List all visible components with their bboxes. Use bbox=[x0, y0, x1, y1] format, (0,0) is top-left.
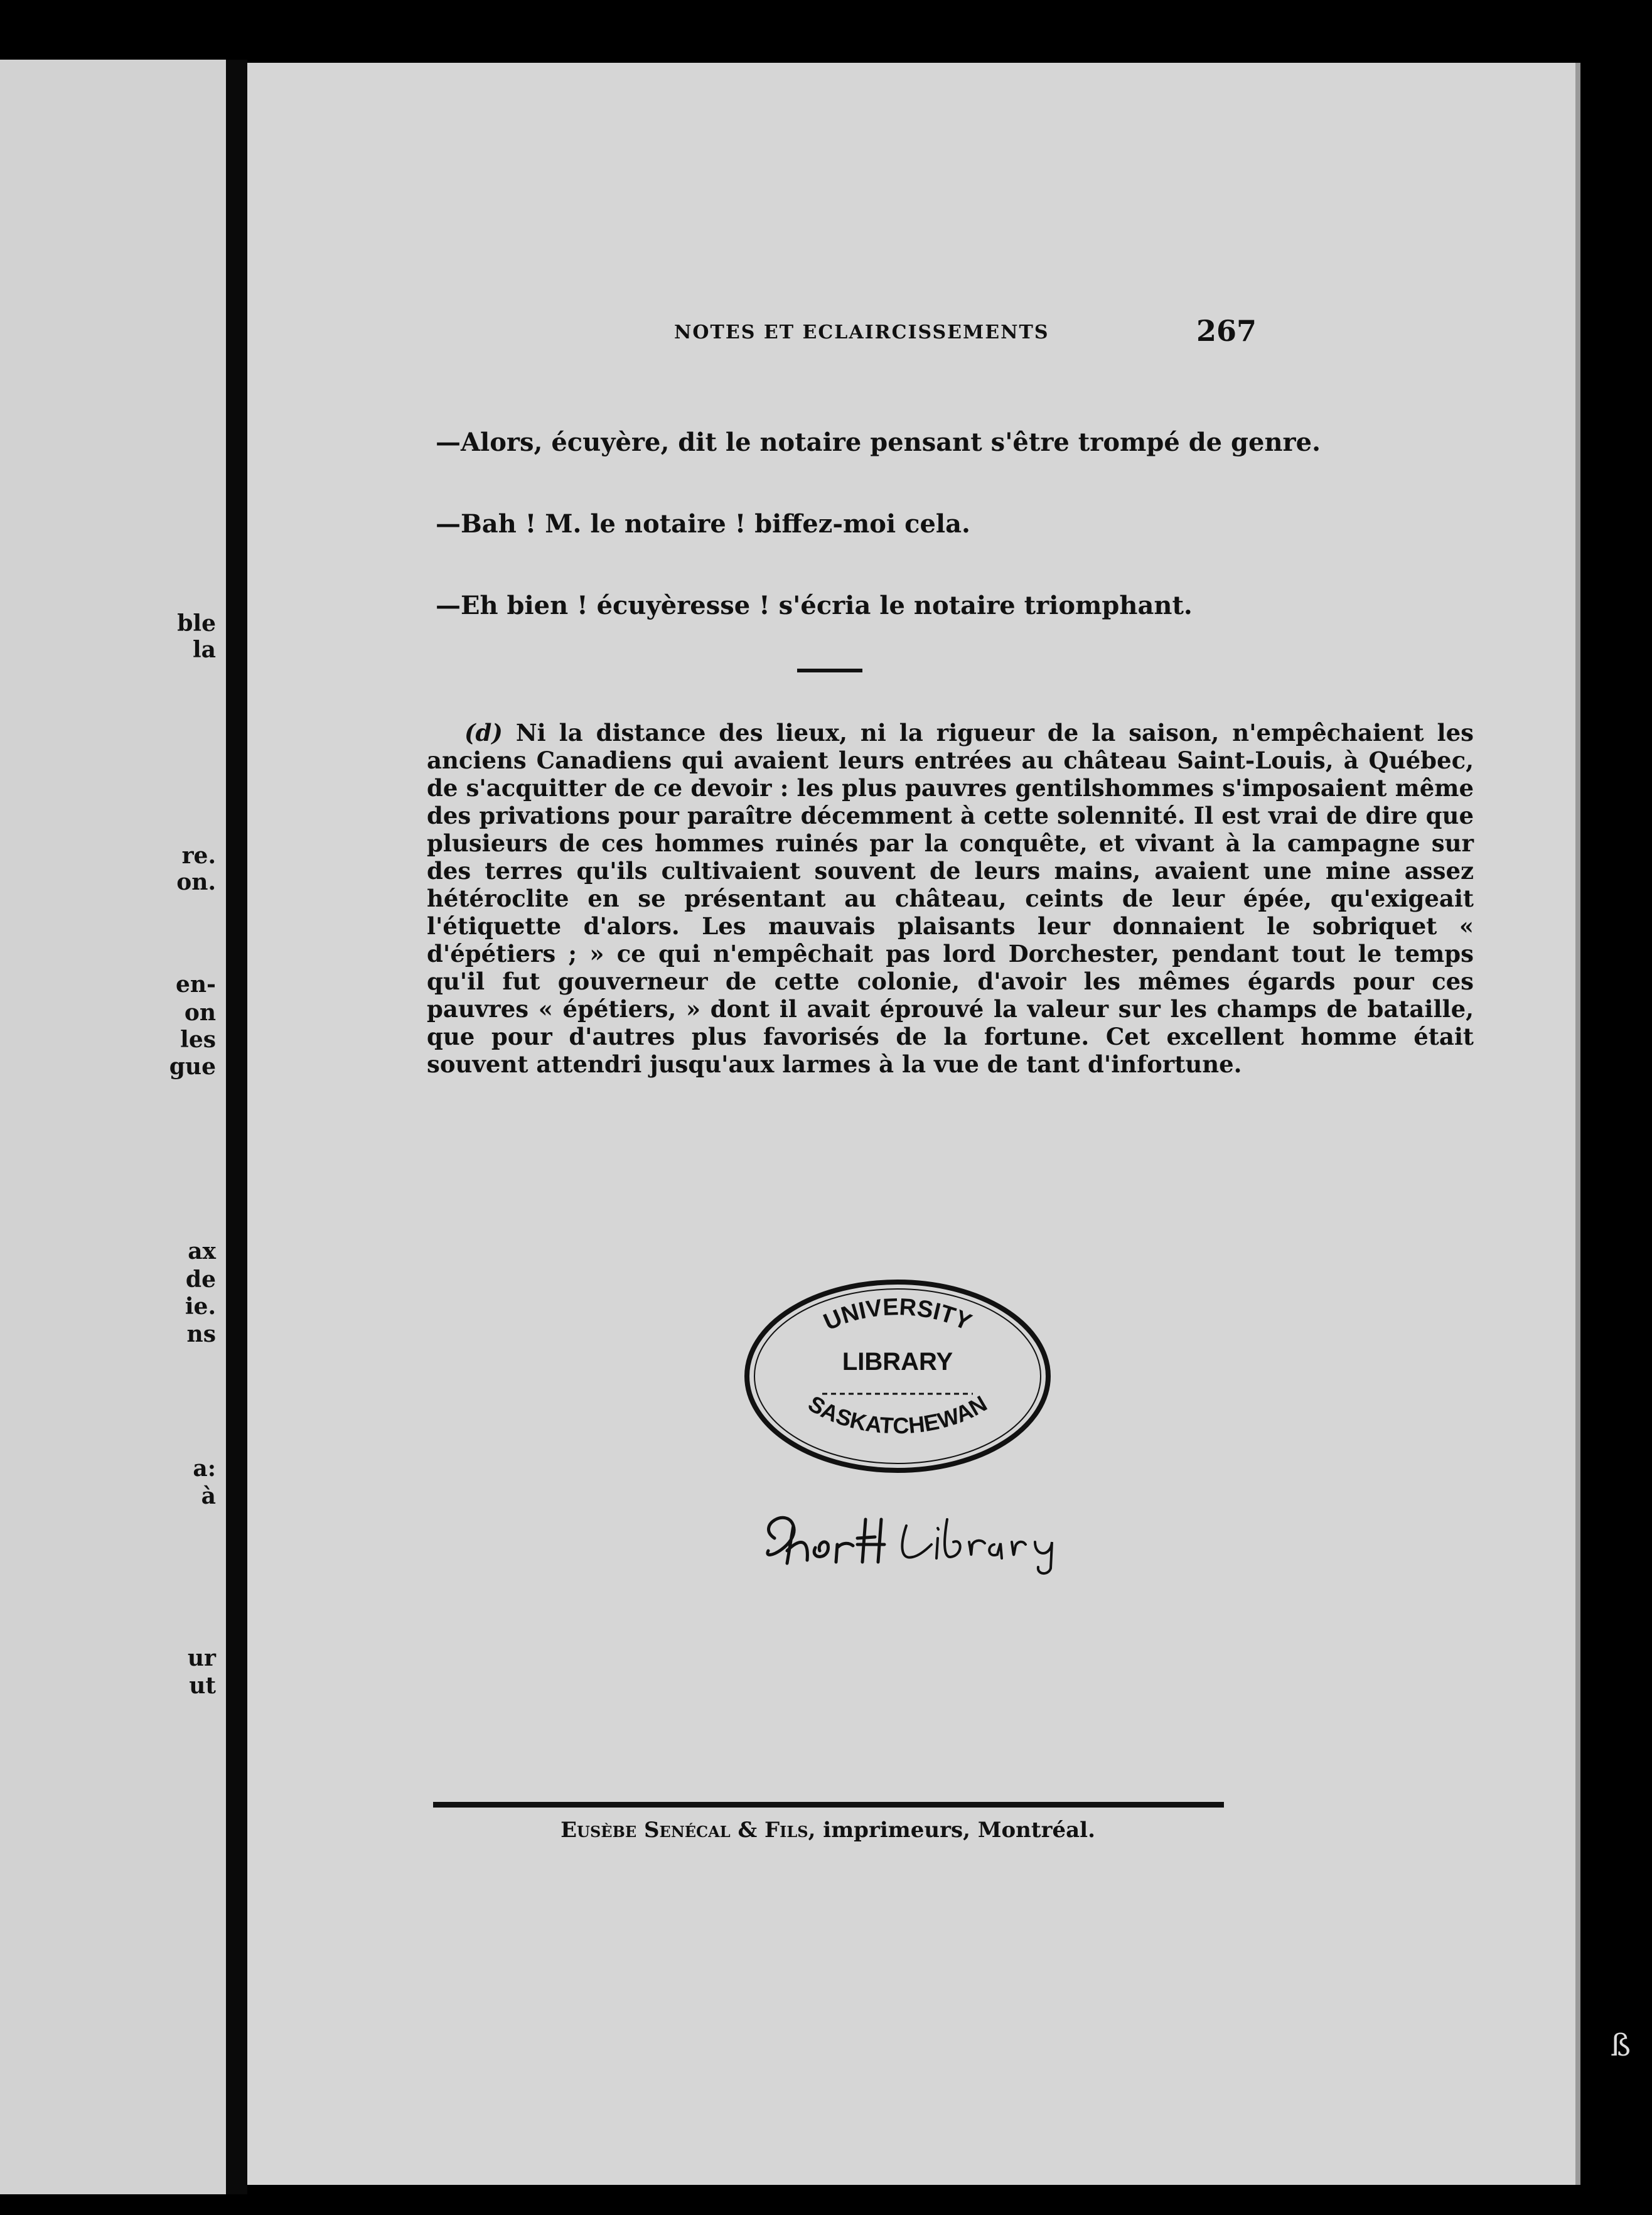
stamp-bottom-text: SASKATCHEWAN bbox=[803, 1390, 992, 1439]
left-page-fragment: re. bbox=[181, 843, 216, 869]
printer-imprint bbox=[247, 1818, 1408, 1843]
printer-location: , imprimeurs, Montréal. bbox=[808, 1818, 1095, 1843]
page-edge bbox=[1575, 63, 1580, 2185]
right-page bbox=[247, 63, 1575, 2185]
left-page-fragment: ns bbox=[186, 1321, 216, 1347]
left-page-fragment: ble bbox=[177, 610, 216, 637]
left-page-fragment: à bbox=[201, 1483, 216, 1509]
page-header bbox=[247, 314, 1575, 352]
note-marker: (d) bbox=[464, 719, 503, 746]
footer-rule bbox=[433, 1802, 1224, 1808]
left-page-fragment: en- bbox=[175, 971, 216, 998]
left-page-fragment: de bbox=[185, 1266, 216, 1293]
dialogue-line: —Eh bien ! écuyèresse ! s'écria le notaire triomphant. bbox=[436, 591, 1193, 620]
running-head: NOTES ET ECLAIRCISSEMENTS bbox=[674, 321, 1049, 343]
dialogue-line: —Bah ! M. le notaire ! biffez-moi cela. bbox=[436, 509, 970, 539]
section-divider bbox=[797, 669, 862, 672]
note-paragraph bbox=[427, 719, 1474, 1078]
left-page-fragment: la bbox=[192, 637, 216, 663]
page-number: 267 bbox=[1196, 314, 1257, 348]
left-page-fragment: ie. bbox=[185, 1293, 216, 1320]
margin-mark: ß bbox=[1611, 2028, 1631, 2063]
left-page-fragment: ur bbox=[187, 1645, 216, 1671]
printer-name: Eusèbe Senécal & Fils bbox=[560, 1818, 808, 1843]
stamp-middle-text: LIBRARY bbox=[842, 1348, 953, 1376]
library-stamp bbox=[741, 1276, 1054, 1477]
left-page-fragment: ax bbox=[188, 1238, 216, 1264]
left-page-fragment: on. bbox=[176, 869, 216, 895]
left-page-fragment: a: bbox=[193, 1455, 216, 1482]
left-page-fragment: les bbox=[180, 1027, 216, 1053]
left-page bbox=[0, 60, 226, 2194]
note-text: Ni la distance des lieux, ni la rigueur de la saison, n'empêchaient les anciens Canadiens qui avaient leurs entrées au château Saint-Louis, à Québec, de s'acquitter de ce devoir : les plus pauvres gentilshommes s'imposaient même des privations pour paraître décemment à cette solennité. Il est vrai de dire que plusieurs de ces hommes ruinés par la conquête, et vivant à la campagne sur des terres qu'ils cultivaient souvent de leurs mains, avaient une mine assez hétéroclite en se présentant au château, ceints de leur épée, qu'exigeait l'étiquette d'alors. Les mauvais plaisants leur donnaient le sobriquet « d'épétiers ; » ce qui n'empêchait pas lord Dorchester, pendant tout le temps qu'il fut gouverneur de cette colonie, d'avoir les mêmes égards pour ces pauvres « épétiers, » dont il avait éprouvé la valeur sur les champs de bataille, que pour d'autres plus favorisés de la fortune. Cet excellent homme était souvent attendri jusqu'aux larmes à la vue de tant d'infortune. bbox=[427, 719, 1474, 1078]
dialogue-line: —Alors, écuyère, dit le notaire pensant s'être trompé de genre. bbox=[436, 428, 1321, 457]
stamp-top-text: UNIVERSITY bbox=[820, 1294, 975, 1336]
left-page-fragment: on bbox=[184, 1000, 216, 1026]
left-page-fragment: ut bbox=[189, 1673, 216, 1699]
handwritten-signature bbox=[749, 1501, 1076, 1576]
book-gutter bbox=[226, 60, 247, 2194]
left-page-fragment: gue bbox=[169, 1054, 216, 1080]
